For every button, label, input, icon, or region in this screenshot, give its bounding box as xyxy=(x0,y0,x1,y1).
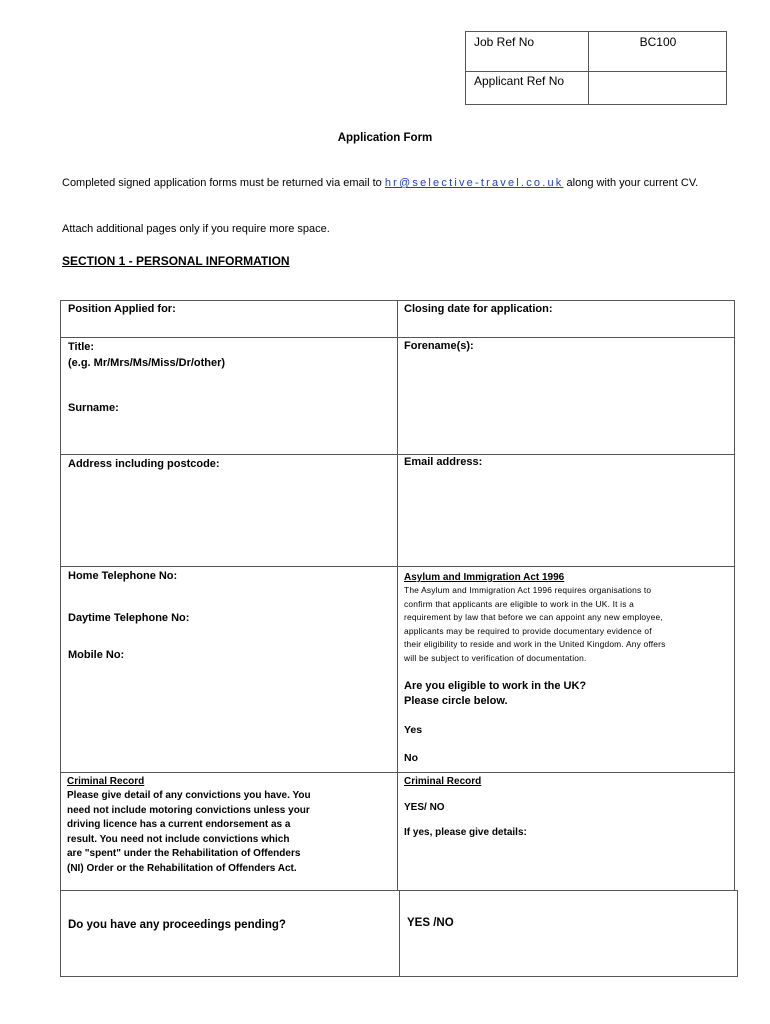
criminal-record-instructions xyxy=(67,789,311,876)
closing-date-label[interactable]: Closing date for application: xyxy=(404,303,553,315)
proceedings-question: Do you have any proceedings pending? xyxy=(68,919,286,931)
intro-text-after: along with your current CV. xyxy=(563,177,699,189)
job-ref-label: Job Ref No xyxy=(474,35,535,49)
proceedings-border-right xyxy=(737,890,738,977)
criminal-instruction-line: driving licence has a current endorsement as a xyxy=(67,819,291,830)
mobile-label[interactable]: Mobile No: xyxy=(68,649,125,661)
reference-table xyxy=(465,31,727,105)
criminal-instruction-line: (NI) Order or the Rehabilitation of Offenders Act. xyxy=(67,862,297,874)
row-divider-1 xyxy=(60,337,735,338)
eligibility-question: Are you eligible to work in the UK? xyxy=(404,680,587,692)
email-address-label[interactable]: Email address: xyxy=(404,456,483,468)
intro-text-before: Completed signed application forms must be returned via email to xyxy=(62,177,385,189)
title-label[interactable]: Title: xyxy=(68,341,95,353)
form-border-right xyxy=(734,300,735,890)
row-divider-4 xyxy=(60,772,735,773)
ref-table-divider xyxy=(466,71,726,72)
asylum-line: their eligibility to reside and work in the United Kingdom. Any offers xyxy=(404,639,666,649)
section-prefix: SECTION 1 - xyxy=(62,254,137,268)
asylum-heading: Asylum and Immigration Act 1996 xyxy=(404,572,565,583)
criminal-record-right-heading: Criminal Record xyxy=(404,776,482,787)
asylum-line: requirement by law that before we can appoint any new employee, xyxy=(404,612,663,622)
title-example: (e.g. Mr/Mrs/Ms/Miss/Dr/other) xyxy=(68,357,226,369)
applicant-ref-label: Applicant Ref No xyxy=(474,74,565,88)
proceedings-answer[interactable]: YES /NO xyxy=(407,917,454,929)
eligibility-yes-option[interactable]: Yes xyxy=(404,724,423,736)
row-divider-3 xyxy=(60,566,735,567)
attach-note: Attach additional pages only if you require more space. xyxy=(62,223,330,235)
daytime-telephone-label[interactable]: Daytime Telephone No: xyxy=(68,612,190,624)
criminal-instruction-line: are "spent" under the Rehabilitation of Offenders xyxy=(67,848,301,859)
eligibility-no-option[interactable]: No xyxy=(404,752,418,764)
asylum-line: confirm that applicants are eligible to work in the UK. It is a xyxy=(404,598,634,609)
criminal-record-heading: Criminal Record xyxy=(67,776,145,787)
section-heading xyxy=(62,254,290,268)
asylum-line: applicants may be required to provide documentary evidence of xyxy=(404,625,652,636)
form-title: Application Form xyxy=(337,132,433,144)
asylum-body xyxy=(404,584,727,665)
proceedings-column-divider xyxy=(399,890,400,977)
proceedings-border-bottom xyxy=(60,976,738,977)
criminal-details-label[interactable]: If yes, please give details: xyxy=(404,827,527,838)
surname-label[interactable]: Surname: xyxy=(68,402,119,414)
job-ref-value[interactable]: BC100 xyxy=(639,35,677,49)
asylum-line: will be subject to verification of documentation. xyxy=(404,652,587,663)
position-applied-label[interactable]: Position Applied for: xyxy=(68,303,176,315)
form-border-left xyxy=(60,300,61,977)
home-telephone-label[interactable]: Home Telephone No: xyxy=(68,570,178,582)
criminal-yes-no[interactable]: YES/ NO xyxy=(404,802,445,813)
intro-paragraph xyxy=(62,175,734,191)
email-link[interactable]: hr@selective-travel.co.uk xyxy=(384,177,564,189)
forenames-label[interactable]: Forename(s): xyxy=(404,340,474,352)
eligibility-instruction: Please circle below. xyxy=(404,695,508,707)
row-divider-2 xyxy=(60,454,735,455)
criminal-instruction-line: need not include motoring convictions unless your xyxy=(67,804,310,816)
criminal-instruction-line: Please give detail of any convictions you have. You xyxy=(67,790,311,801)
section-title: PERSONAL INFORMATION xyxy=(136,254,290,268)
form-column-divider xyxy=(397,300,398,890)
asylum-line: The Asylum and Immigration Act 1996 requires organisations to xyxy=(404,585,652,595)
address-label[interactable]: Address including postcode: xyxy=(68,458,220,470)
criminal-instruction-line: result. You need not include convictions which xyxy=(67,833,290,845)
